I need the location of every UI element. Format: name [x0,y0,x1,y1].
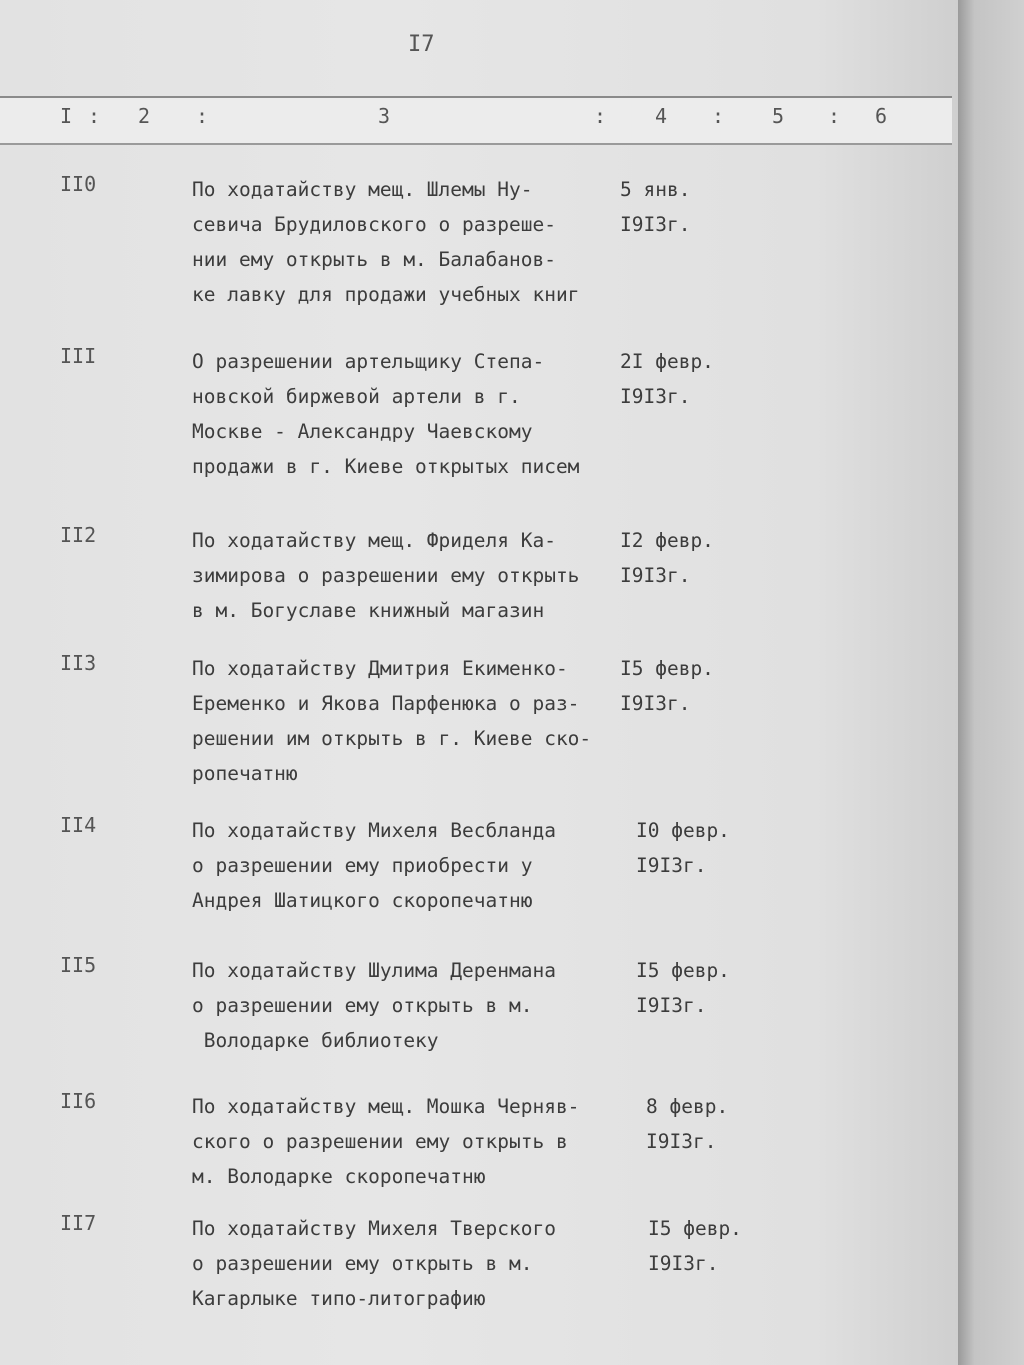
description-line: решении им открыть в г. Киеве ско- [192,727,592,750]
description-line: Еременко и Якова Парфенюка о раз- [192,692,580,715]
description-line: о разрешении ему открыть в м. [192,1252,533,1275]
column-separator: : [88,104,101,128]
entry-date [620,651,770,721]
column-separator: : [196,104,209,128]
description-line: севича Брудиловского о разреше- [192,213,556,236]
date-year: I9I3г. [636,994,707,1017]
date-day-month: 2I февр. [620,350,714,373]
description-line: новской биржевой артели в г. [192,385,521,408]
description-line: О разрешении артельщику Степа- [192,350,545,373]
description-line: м. Володарке скоропечатню [192,1165,486,1188]
description-line: нии ему открыть в м. Балабанов- [192,248,556,271]
date-year: I9I3г. [620,213,691,236]
column-3-label: 3 [378,104,391,128]
description-line: о разрешении ему открыть в м. [192,994,533,1017]
description-line: ке лавку для продажи учебных книг [192,283,580,306]
entry-number: II6 [60,1089,97,1113]
page-edge [958,0,1024,1365]
column-2-label: 2 [138,104,151,128]
entry-date [646,1089,796,1159]
column-separator: : [828,104,841,128]
entry-number: II2 [60,523,97,547]
description-line: По ходатайству мещ. Фриделя Ка- [192,529,556,552]
column-separator: : [594,104,607,128]
header-top-rule [0,96,952,98]
date-day-month: I5 февр. [636,959,730,982]
description-line: Кагарлыке типо-литографию [192,1287,486,1310]
entry-description [192,172,642,312]
date-day-month: 8 февр. [646,1095,729,1118]
entry-date [648,1211,798,1281]
date-year: I9I3г. [646,1130,717,1153]
date-year: I9I3г. [648,1252,719,1275]
entry-number: III [60,344,97,368]
entry-description [192,651,642,791]
date-year: I9I3г. [636,854,707,877]
date-day-month: I2 февр. [620,529,714,552]
description-line: ского о разрешении ему открыть в [192,1130,568,1153]
date-year: I9I3г. [620,564,691,587]
page-number: I7 [408,32,435,57]
entry-number: II4 [60,813,97,837]
entry-number: II0 [60,172,97,196]
entry-date [636,953,786,1023]
header-bottom-rule [0,143,952,145]
column-1-label: I [60,104,73,128]
date-day-month: 5 янв. [620,178,691,201]
column-4-label: 4 [655,104,668,128]
date-day-month: I5 февр. [620,657,714,680]
date-year: I9I3г. [620,692,691,715]
column-5-label: 5 [772,104,785,128]
entry-date [620,523,770,593]
description-line: в м. Богуславе книжный магазин [192,599,545,622]
description-line: По ходатайству мещ. Мошка Черняв- [192,1095,580,1118]
entry-date [636,813,786,883]
entry-number: II3 [60,651,97,675]
entry-date [620,344,770,414]
column-separator: : [712,104,725,128]
entry-description [192,1211,642,1316]
column-6-label: 6 [875,104,888,128]
description-line: Володарке библиотеку [192,1029,439,1052]
entry-description [192,953,642,1058]
date-year: I9I3г. [620,385,691,408]
entry-description [192,344,642,484]
description-line: Андрея Шатицкого скоропечатню [192,889,533,912]
entry-date [620,172,770,242]
date-day-month: I5 февр. [648,1217,742,1240]
description-line: ропечатню [192,762,298,785]
description-line: зимирова о разрешении ему открыть [192,564,580,587]
entry-description [192,813,642,918]
description-line: о разрешении ему приобрести у [192,854,533,877]
description-line: продажи в г. Киеве открытых писем [192,455,580,478]
entry-description [192,1089,642,1194]
description-line: По ходатайству Шулима Деренмана [192,959,556,982]
description-line: По ходатайству Михеля Весбланда [192,819,556,842]
entry-number: II5 [60,953,97,977]
description-line: Москве - Александру Чаевскому [192,420,533,443]
description-line: По ходатайству мещ. Шлемы Ну- [192,178,533,201]
description-line: По ходатайству Михеля Тверского [192,1217,556,1240]
entry-number: II7 [60,1211,97,1235]
date-day-month: I0 февр. [636,819,730,842]
description-line: По ходатайству Дмитрия Екименко- [192,657,568,680]
entry-description [192,523,642,628]
